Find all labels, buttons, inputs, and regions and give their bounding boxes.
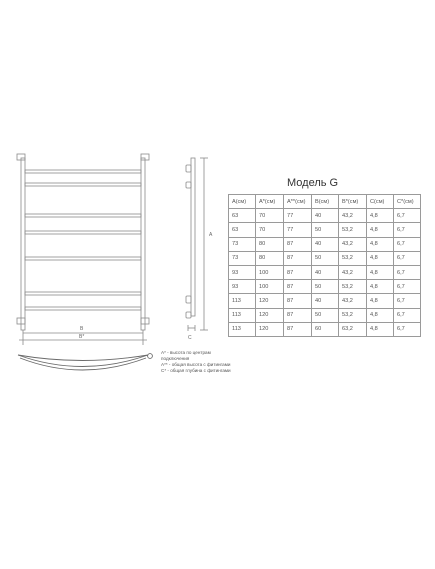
legend-notes	[161, 350, 236, 374]
table-cell: 87	[284, 308, 312, 322]
column-header: A(см)	[229, 195, 256, 209]
column-header: C*(см)	[394, 195, 421, 209]
table-body	[229, 209, 421, 337]
left-post	[21, 158, 25, 330]
table-cell: 87	[284, 322, 312, 336]
table-cell: 4,8	[367, 280, 394, 294]
table-cell: 6,7	[394, 322, 421, 336]
note-a-star: A* - высота по центрам подключения	[161, 350, 211, 361]
table-cell: 50	[312, 280, 339, 294]
column-header: C(см)	[367, 195, 394, 209]
table-cell: 100	[256, 280, 284, 294]
dimension-b-label: B	[80, 326, 84, 332]
table-cell: 93	[229, 280, 256, 294]
table-cell: 63	[229, 223, 256, 237]
table-row	[229, 294, 421, 308]
spec-table	[228, 194, 421, 337]
table-cell: 53,2	[339, 280, 367, 294]
table-cell: 63	[229, 209, 256, 223]
table-cell: 53,2	[339, 308, 367, 322]
table-row	[229, 322, 421, 336]
table-cell: 6,7	[394, 237, 421, 251]
table-cell: 40	[312, 265, 339, 279]
table-cell: 87	[284, 237, 312, 251]
dimension-a-label: A	[209, 232, 213, 238]
table-cell: 40	[312, 237, 339, 251]
rung	[25, 183, 141, 186]
table-cell: 87	[284, 265, 312, 279]
table-cell: 113	[229, 308, 256, 322]
table-cell: 40	[312, 209, 339, 223]
front-view	[17, 154, 149, 345]
side-view	[186, 158, 208, 331]
table-cell: 6,7	[394, 223, 421, 237]
table-row	[229, 209, 421, 223]
model-title: Модель G	[287, 177, 339, 189]
table-cell: 4,8	[367, 322, 394, 336]
table-cell: 43,2	[339, 265, 367, 279]
column-header: A*(см)	[256, 195, 284, 209]
table-cell: 50	[312, 308, 339, 322]
table-cell: 53,2	[339, 251, 367, 265]
rung	[25, 170, 141, 173]
table-cell: 120	[256, 308, 284, 322]
table-cell: 50	[312, 223, 339, 237]
table-cell: 77	[284, 223, 312, 237]
table-cell: 4,8	[367, 223, 394, 237]
table-cell: 113	[229, 294, 256, 308]
table-cell: 80	[256, 251, 284, 265]
table-cell: 50	[312, 251, 339, 265]
table-cell: 120	[256, 294, 284, 308]
table-row	[229, 280, 421, 294]
dimension-c-label: C	[188, 335, 192, 341]
table-cell: 4,8	[367, 308, 394, 322]
table-row	[229, 223, 421, 237]
table-cell: 77	[284, 209, 312, 223]
table-row	[229, 265, 421, 279]
side-post	[191, 158, 195, 316]
dimension-b-star-label: B*	[79, 334, 85, 340]
table-cell: 43,2	[339, 209, 367, 223]
table-cell: 120	[256, 322, 284, 336]
table-cell: 93	[229, 265, 256, 279]
column-header: B*(см)	[339, 195, 367, 209]
right-post	[141, 158, 145, 330]
rung	[25, 214, 141, 217]
table-cell: 6,7	[394, 209, 421, 223]
table-header-row	[229, 195, 421, 209]
table-cell: 40	[312, 294, 339, 308]
table-cell: 73	[229, 251, 256, 265]
table-cell: 4,8	[367, 209, 394, 223]
table-row	[229, 251, 421, 265]
table-cell: 100	[256, 265, 284, 279]
table-cell: 6,7	[394, 265, 421, 279]
table-cell: 60	[312, 322, 339, 336]
table-cell: 6,7	[394, 280, 421, 294]
table-cell: 4,8	[367, 294, 394, 308]
top-view-profile	[18, 354, 152, 370]
table-cell: 87	[284, 280, 312, 294]
table-cell: 53,2	[339, 223, 367, 237]
table-cell: 113	[229, 322, 256, 336]
note-c-star: C* - общая глубина с фитингами	[161, 368, 231, 373]
table-cell: 87	[284, 251, 312, 265]
table-cell: 70	[256, 223, 284, 237]
table-cell: 80	[256, 237, 284, 251]
rung	[25, 307, 141, 310]
table-cell: 43,2	[339, 237, 367, 251]
table-cell: 70	[256, 209, 284, 223]
column-header: B(см)	[312, 195, 339, 209]
table-row	[229, 308, 421, 322]
table-row	[229, 237, 421, 251]
table-cell: 6,7	[394, 251, 421, 265]
column-header: A**(см)	[284, 195, 312, 209]
table-cell: 4,8	[367, 265, 394, 279]
table-cell: 73	[229, 237, 256, 251]
rung	[25, 257, 141, 260]
table-cell: 43,2	[339, 294, 367, 308]
table-cell: 4,8	[367, 251, 394, 265]
table-cell: 4,8	[367, 237, 394, 251]
rung	[25, 292, 141, 295]
rung	[25, 231, 141, 234]
table-cell: 63,2	[339, 322, 367, 336]
table-cell: 6,7	[394, 294, 421, 308]
note-a-double-star: A** - общая высота с фитингами	[161, 362, 231, 367]
table-cell: 87	[284, 294, 312, 308]
table-cell: 6,7	[394, 308, 421, 322]
